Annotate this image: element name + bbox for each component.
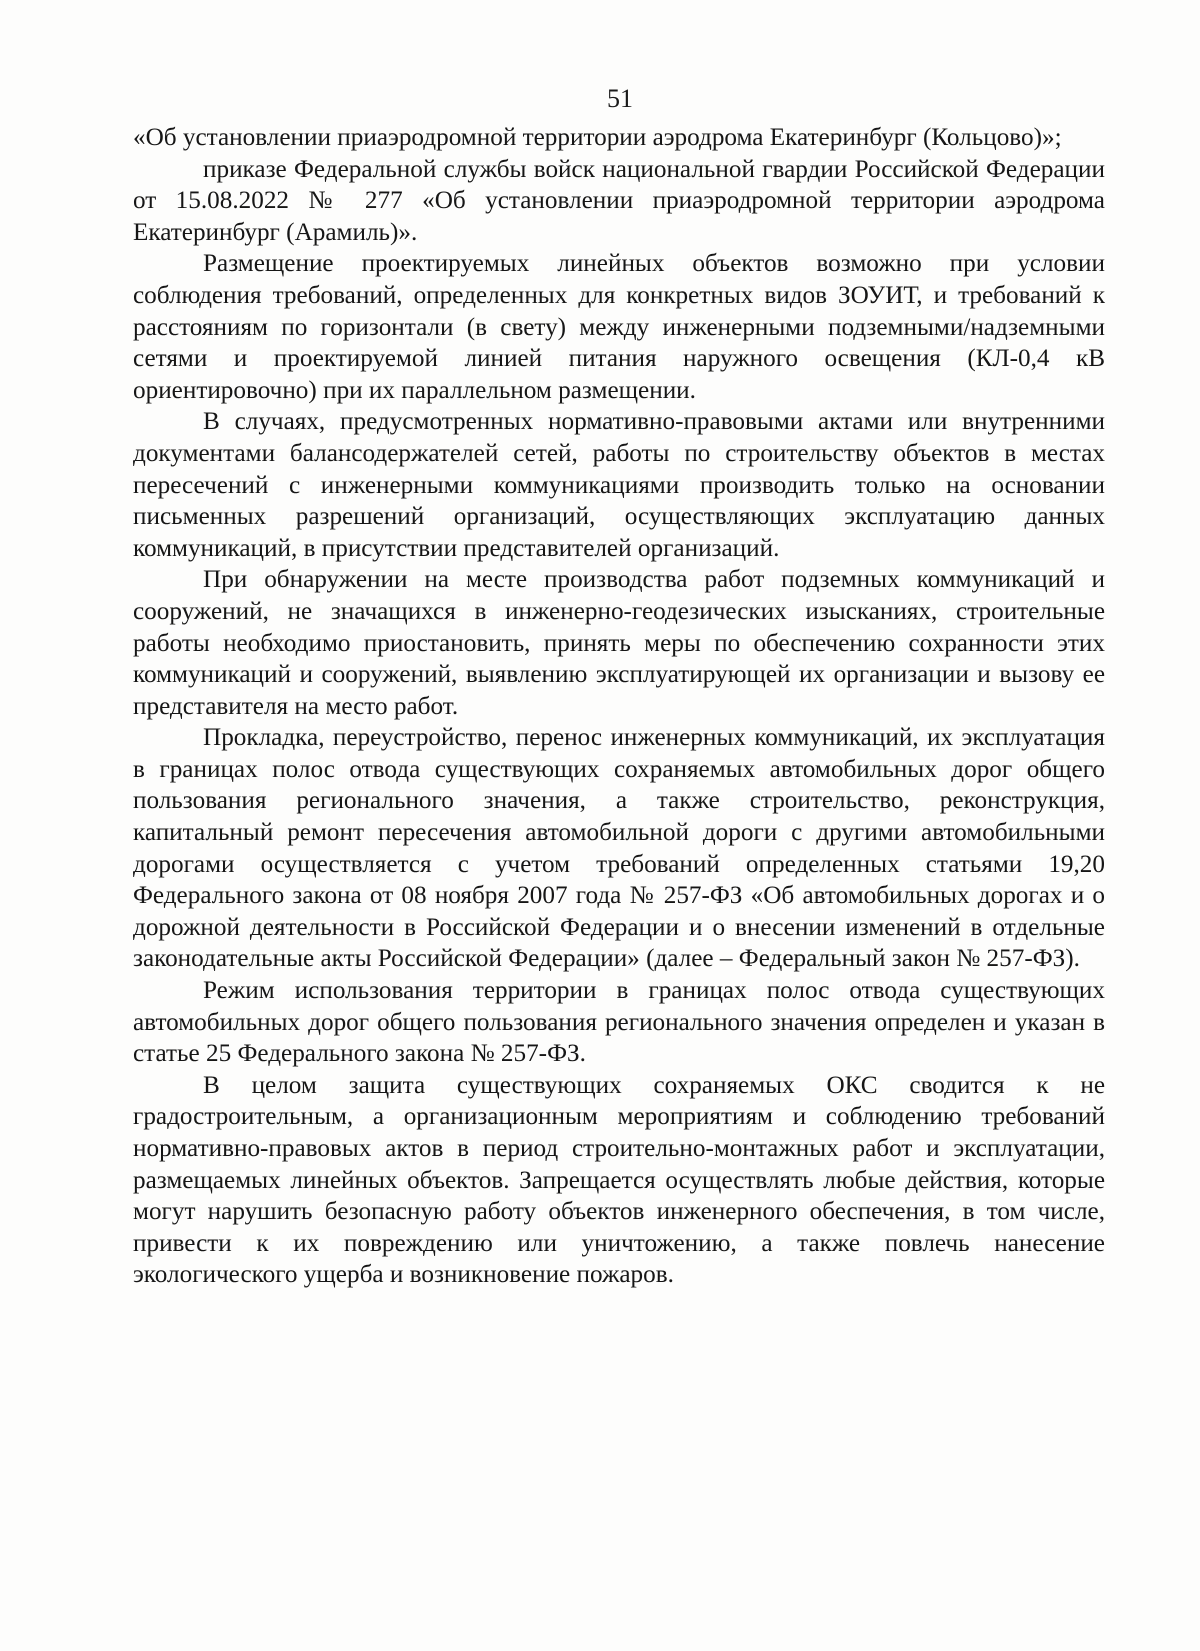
paragraph-protection-measures: В целом защита существующих сохраняемых ОКС сводится к не градостроительным, а организационным мероприятиям и соблюдению требований нормативно-правовых актов в период строительно-монтажных работ и эксплуатации, размещаемых линейных объектов. Запрещается осуществлять любые действия, которые могут нарушить безопасную работу объектов инженерного обеспечения, в том числе, привести к их повреждению или уничтожению, а также повлечь нанесение экологического ущерба и возникновение пожаров. xyxy=(133,1071,1105,1289)
paragraph-placement-conditions: Размещение проектируемых линейных объектов возможно при условии соблюдения требований, определенных для конкретных видов ЗОУИТ, и требований к расстояниям по горизонтали (в свету) между инженерными подземными/надземными сетями и проектируемой линией питания наружного освещения (КЛ-0,4 кВ ориентировочно) при их параллельном размещении. xyxy=(133,250,1105,404)
paragraph-order-title-end: «Об установлении приаэродромной территории аэродрома Екатеринбург (Кольцово)»; xyxy=(133,124,1062,151)
paragraph-land-use-regime: Режим использования территории в границах полос отвода существующих автомобильных дорог общего пользования регионального значения определен и указан в статье 25 Федерального закона № 257-ФЗ. xyxy=(133,977,1105,1068)
paragraph-road-utilities: Прокладка, переустройство, перенос инженерных коммуникаций, их эксплуатация в границах полос отвода существующих сохраняемых автомобильных дорог общего пользования регионального значения, а также строительство, реконструкция, капитальный ремонт пересечения автомобильной дороги с другими автомобильными дорогами осуществляется с учетом требований определенных статьями 19,20 Федерального закона от 08 ноября 2007 года № 257-ФЗ «Об автомобильных дорогах и о дорожной деятельности в Российской Федерации и о внесении изменений в отдельные законодательные акты Российской Федерации» (далее – Федеральный закон № 257-ФЗ). xyxy=(133,724,1105,973)
paragraph-rosgvardia-order: приказе Федеральной службы войск национальной гвардии Российской Федерации от 15.08.2022 № 277 «Об установлении приаэродромной территории аэродрома Екатеринбург (Арамиль)». xyxy=(133,155,1105,246)
paragraph-unknown-utilities: При обнаружении на месте производства работ подземных коммуникаций и сооружений, не значащихся в инженерно-геодезических изысканиях, строительные работы необходимо приостановить, принять меры по обеспечению сохранности этих коммуникаций и сооружений, выявлению эксплуатирующей их организации и вызову ее представителя на место работ. xyxy=(133,566,1105,720)
body-text xyxy=(133,122,1105,1291)
page-number: 51 xyxy=(607,84,633,113)
paragraph-crossing-permissions: В случаях, предусмотренных нормативно-правовыми актами или внутренними документами балансодержателей сетей, работы по строительству объектов в местах пересечений с инженерными коммуникациями производить только на основании письменных разрешений организаций, осуществляющих эксплуатацию данных коммуникаций, в присутствии представителей организаций. xyxy=(133,408,1105,562)
